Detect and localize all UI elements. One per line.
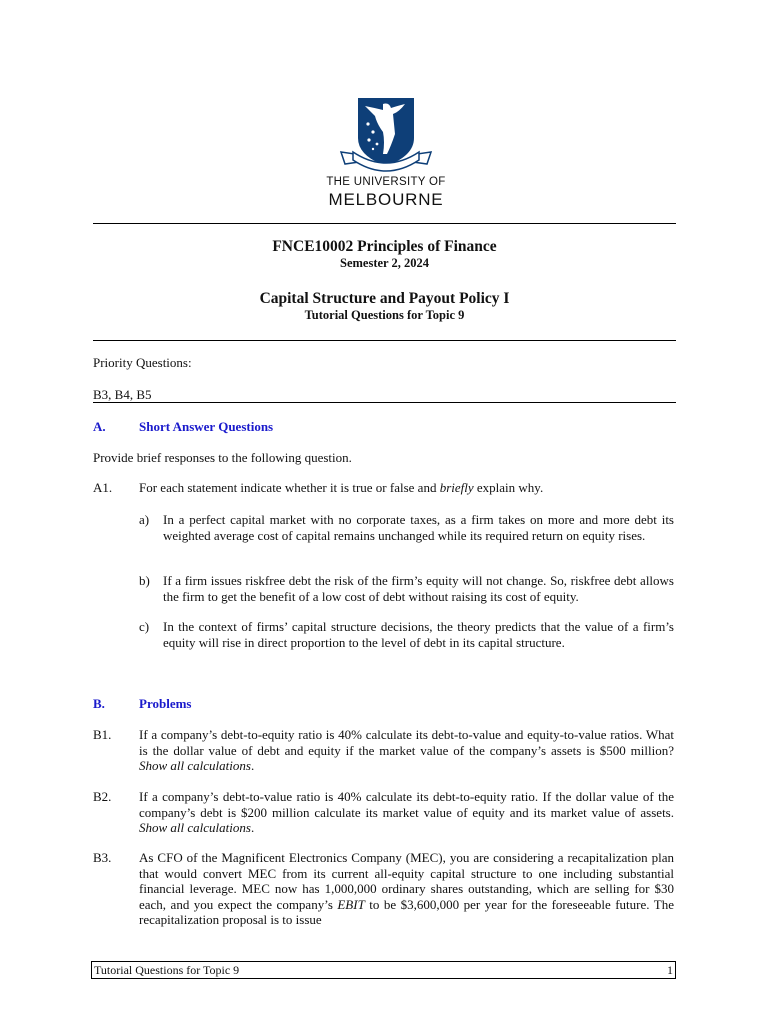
a1-item-a-text: In a perfect capital market with no corporate taxes, as a firm takes on more and more debt its weighted average cost of capital remains unchanged while its required return on equity rises.	[163, 512, 674, 543]
question-b2-text: If a company’s debt-to-value ratio is 40% calculate its debt-to-equity ratio. If the dollar value of the company’s debt is $200 million calculate its market value of equity and its market value of assets. Show all calculations.	[139, 789, 674, 835]
top-divider	[93, 223, 676, 224]
a1-item-c-label: c)	[139, 619, 150, 634]
university-name-line1: THE UNIVERSITY OF	[326, 176, 446, 188]
question-b1-text: If a company’s debt-to-equity ratio is 40% calculate its debt-to-value and equity-to-value ratios. What is the dollar value of debt and equity if the market value of the company’s assets is $500 million? Show all calculations.	[139, 727, 674, 773]
question-a1-number: A1.	[93, 480, 113, 495]
page-number: 1	[667, 963, 673, 977]
footer-title: Tutorial Questions for Topic 9	[94, 963, 240, 977]
priority-label: Priority Questions:	[93, 355, 192, 370]
question-a1-text: For each statement indicate whether it is true or false and briefly explain why.	[139, 480, 544, 495]
topic-subtitle: Tutorial Questions for Topic 9	[304, 308, 465, 322]
question-b3-text: As CFO of the Magnificent Electronics Company (MEC), you are considering a recapitalization plan that would convert MEC from its current all-equity capital structure to one including substantial financial leverage. MEC now has 1,000,000 ordinary shares outstanding, which are selling for $30 each, and you expect the company’s EBIT to be $3,600,000 per year for the foreseeable future. The recapitalization proposal is to issue	[139, 850, 674, 927]
motto-text	[325, 94, 326, 95]
section-a-title: Short Answer Questions	[139, 419, 274, 434]
question-b1-number: B1.	[93, 727, 112, 742]
a1-item-a-label: a)	[139, 512, 150, 527]
question-b2-number: B2.	[93, 789, 112, 804]
section-b-letter: B.	[93, 696, 105, 711]
question-b3-number: B3.	[93, 850, 112, 865]
a1-item-c-text: In the context of firms’ capital structure decisions, the theory predicts that the value of a firm’s equity will rise in direct proportion to the level of debt in its capital structure.	[163, 619, 674, 650]
section-b-title: Problems	[139, 696, 192, 711]
page-footer	[91, 961, 676, 979]
a1-item-b-label: b)	[139, 573, 150, 588]
university-name-line2: MELBOURNE	[328, 190, 444, 209]
semester: Semester 2, 2024	[340, 256, 429, 270]
section-a-letter: A.	[93, 419, 106, 434]
course-title: FNCE10002 Principles of Finance	[272, 238, 497, 255]
priority-list: B3, B4, B5	[93, 387, 152, 402]
topic-title: Capital Structure and Payout Policy I	[259, 290, 510, 307]
header-divider	[93, 340, 676, 341]
a1-item-b-text: If a firm issues riskfree debt the risk of the firm’s equity will not change. So, riskfree debt allows the firm to get the benefit of a low cost of debt without raising its cost of equity.	[163, 573, 674, 604]
section-a-intro: Provide brief responses to the following question.	[93, 450, 352, 465]
university-logo	[325, 94, 447, 214]
priority-divider	[93, 402, 676, 403]
